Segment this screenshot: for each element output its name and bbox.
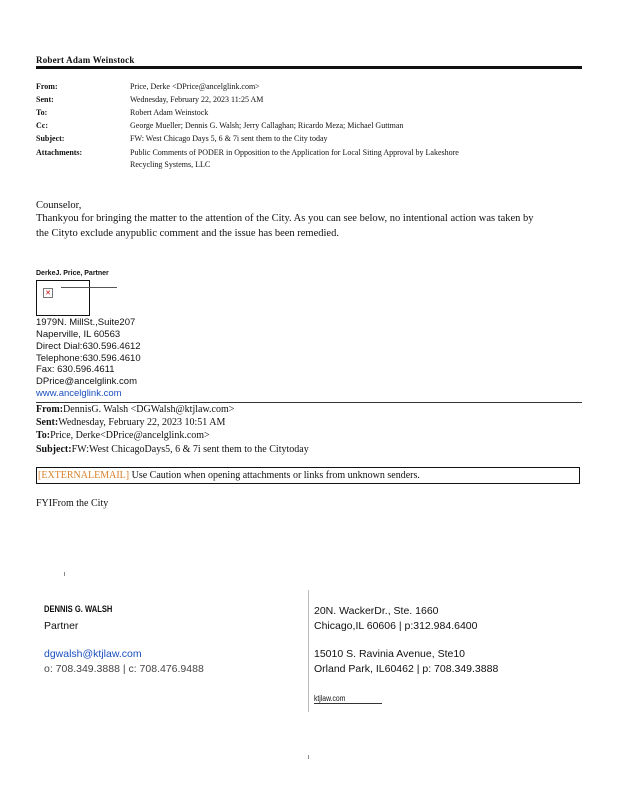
to-value: Robert Adam Weinstock (130, 108, 209, 117)
signature-email[interactable]: DPrice@ancelglink.com (36, 376, 137, 387)
forward-divider (36, 402, 582, 403)
salutation: Counselor, (36, 200, 82, 211)
body-line-2: the Cityto exclude anypublic comment and the issue has been remedied. (36, 228, 339, 239)
signature-name: DerkeJ. Price, Partner (36, 270, 109, 277)
body-line-1: Thankyou for bringing the matter to the attention of the City. As you can see below, no intentional action was taken by (36, 213, 534, 224)
office2-line1: 15010 S. Ravinia Avenue, Ste10 (314, 648, 466, 660)
sent-value: Wednesday, February 22, 2023 11:25 AM (130, 95, 264, 104)
walsh-phones: o: 708.349.3888 | c: 708.476.9488 (44, 663, 204, 675)
firm-logo-placeholder (36, 280, 90, 316)
attachment-link-line2[interactable]: Recycling Systems, LLC (130, 160, 211, 169)
subject-value: FW: West Chicago Days 5, 6 & 7i sent them to the City today (130, 134, 328, 143)
from-value: Price, Derke <DPrice@ancelglink.com> (130, 82, 260, 91)
fw-to-line (36, 430, 210, 441)
office1-line1: 20N. WackerDr., Ste. 1660 (314, 605, 439, 617)
direct-dial: Direct Dial:630.596.4612 (36, 341, 141, 352)
fw-from-label: From: (36, 404, 64, 415)
sender-name: Robert Adam Weinstock (36, 55, 135, 65)
header-rule (36, 66, 582, 69)
from-label: From: (36, 82, 58, 91)
forwarded-message: FYIFrom the City (36, 498, 109, 509)
fw-to-value: Price, Derke<DPrice@ancelglink.com> (50, 430, 210, 441)
page-mark (308, 755, 309, 759)
fw-from-value: DennisG. Walsh <DGWalsh@ktjlaw.com> (63, 404, 235, 415)
office2-line2: Orland Park, IL60462 | p: 708.349.3888 (314, 663, 499, 675)
attachment-link[interactable]: Public Comments of PODER in Opposition to the Application for Local Siting Approval by Lakeshore (130, 148, 459, 157)
office1-line2: Chicago,IL 60606 | p:312.984.6400 (314, 620, 478, 632)
signature-divider (308, 590, 309, 712)
fw-subject-line (36, 444, 309, 455)
broken-image-icon: ✕ (43, 288, 53, 298)
firm-website-link[interactable]: www.ancelglink.com (36, 388, 122, 399)
walsh-title: Partner (44, 620, 79, 632)
fw-to-label: To: (36, 430, 51, 441)
external-warning: Use Caution when opening attachments or links from unknown senders. (131, 470, 420, 481)
fw-subject-value: FW:West ChicagoDays5, 6 & 7i sent them to the Citytoday (71, 444, 309, 455)
attachments-label: Attachments: (36, 148, 83, 157)
to-label: To: (36, 108, 48, 117)
telephone: Telephone:630.596.4610 (36, 353, 141, 364)
fw-sent-line (36, 417, 225, 428)
address-line-1: 1979N. MillSt.,Suite207 (36, 317, 136, 328)
subject-label: Subject: (36, 134, 65, 143)
cc-value: George Mueller; Dennis G. Walsh; Jerry Callaghan; Ricardo Meza; Michael Guttman (130, 121, 404, 130)
ktjlaw-site-link[interactable]: ktjlaw.com (314, 694, 346, 703)
fax: Fax: 630.596.4611 (36, 364, 115, 375)
walsh-name: DENNIS G. WALSH (44, 604, 113, 615)
address-line-2: Naperville, IL 60563 (36, 329, 121, 340)
site-underline (314, 703, 382, 704)
fw-sent-label: Sent: (36, 417, 59, 428)
fw-subject-label: Subject: (36, 444, 72, 455)
walsh-email-link[interactable]: dgwalsh@ktjlaw.com (44, 648, 142, 660)
cc-label: Cc: (36, 121, 48, 130)
external-banner-text (38, 470, 420, 481)
external-tag: [EXTERNALEMAIL] (38, 470, 130, 481)
stray-mark (64, 572, 65, 576)
sent-label: Sent: (36, 95, 54, 104)
fw-from-line (36, 404, 234, 415)
fw-sent-value: Wednesday, February 22, 2023 10:51 AM (58, 417, 226, 428)
logo-underline (61, 287, 117, 288)
